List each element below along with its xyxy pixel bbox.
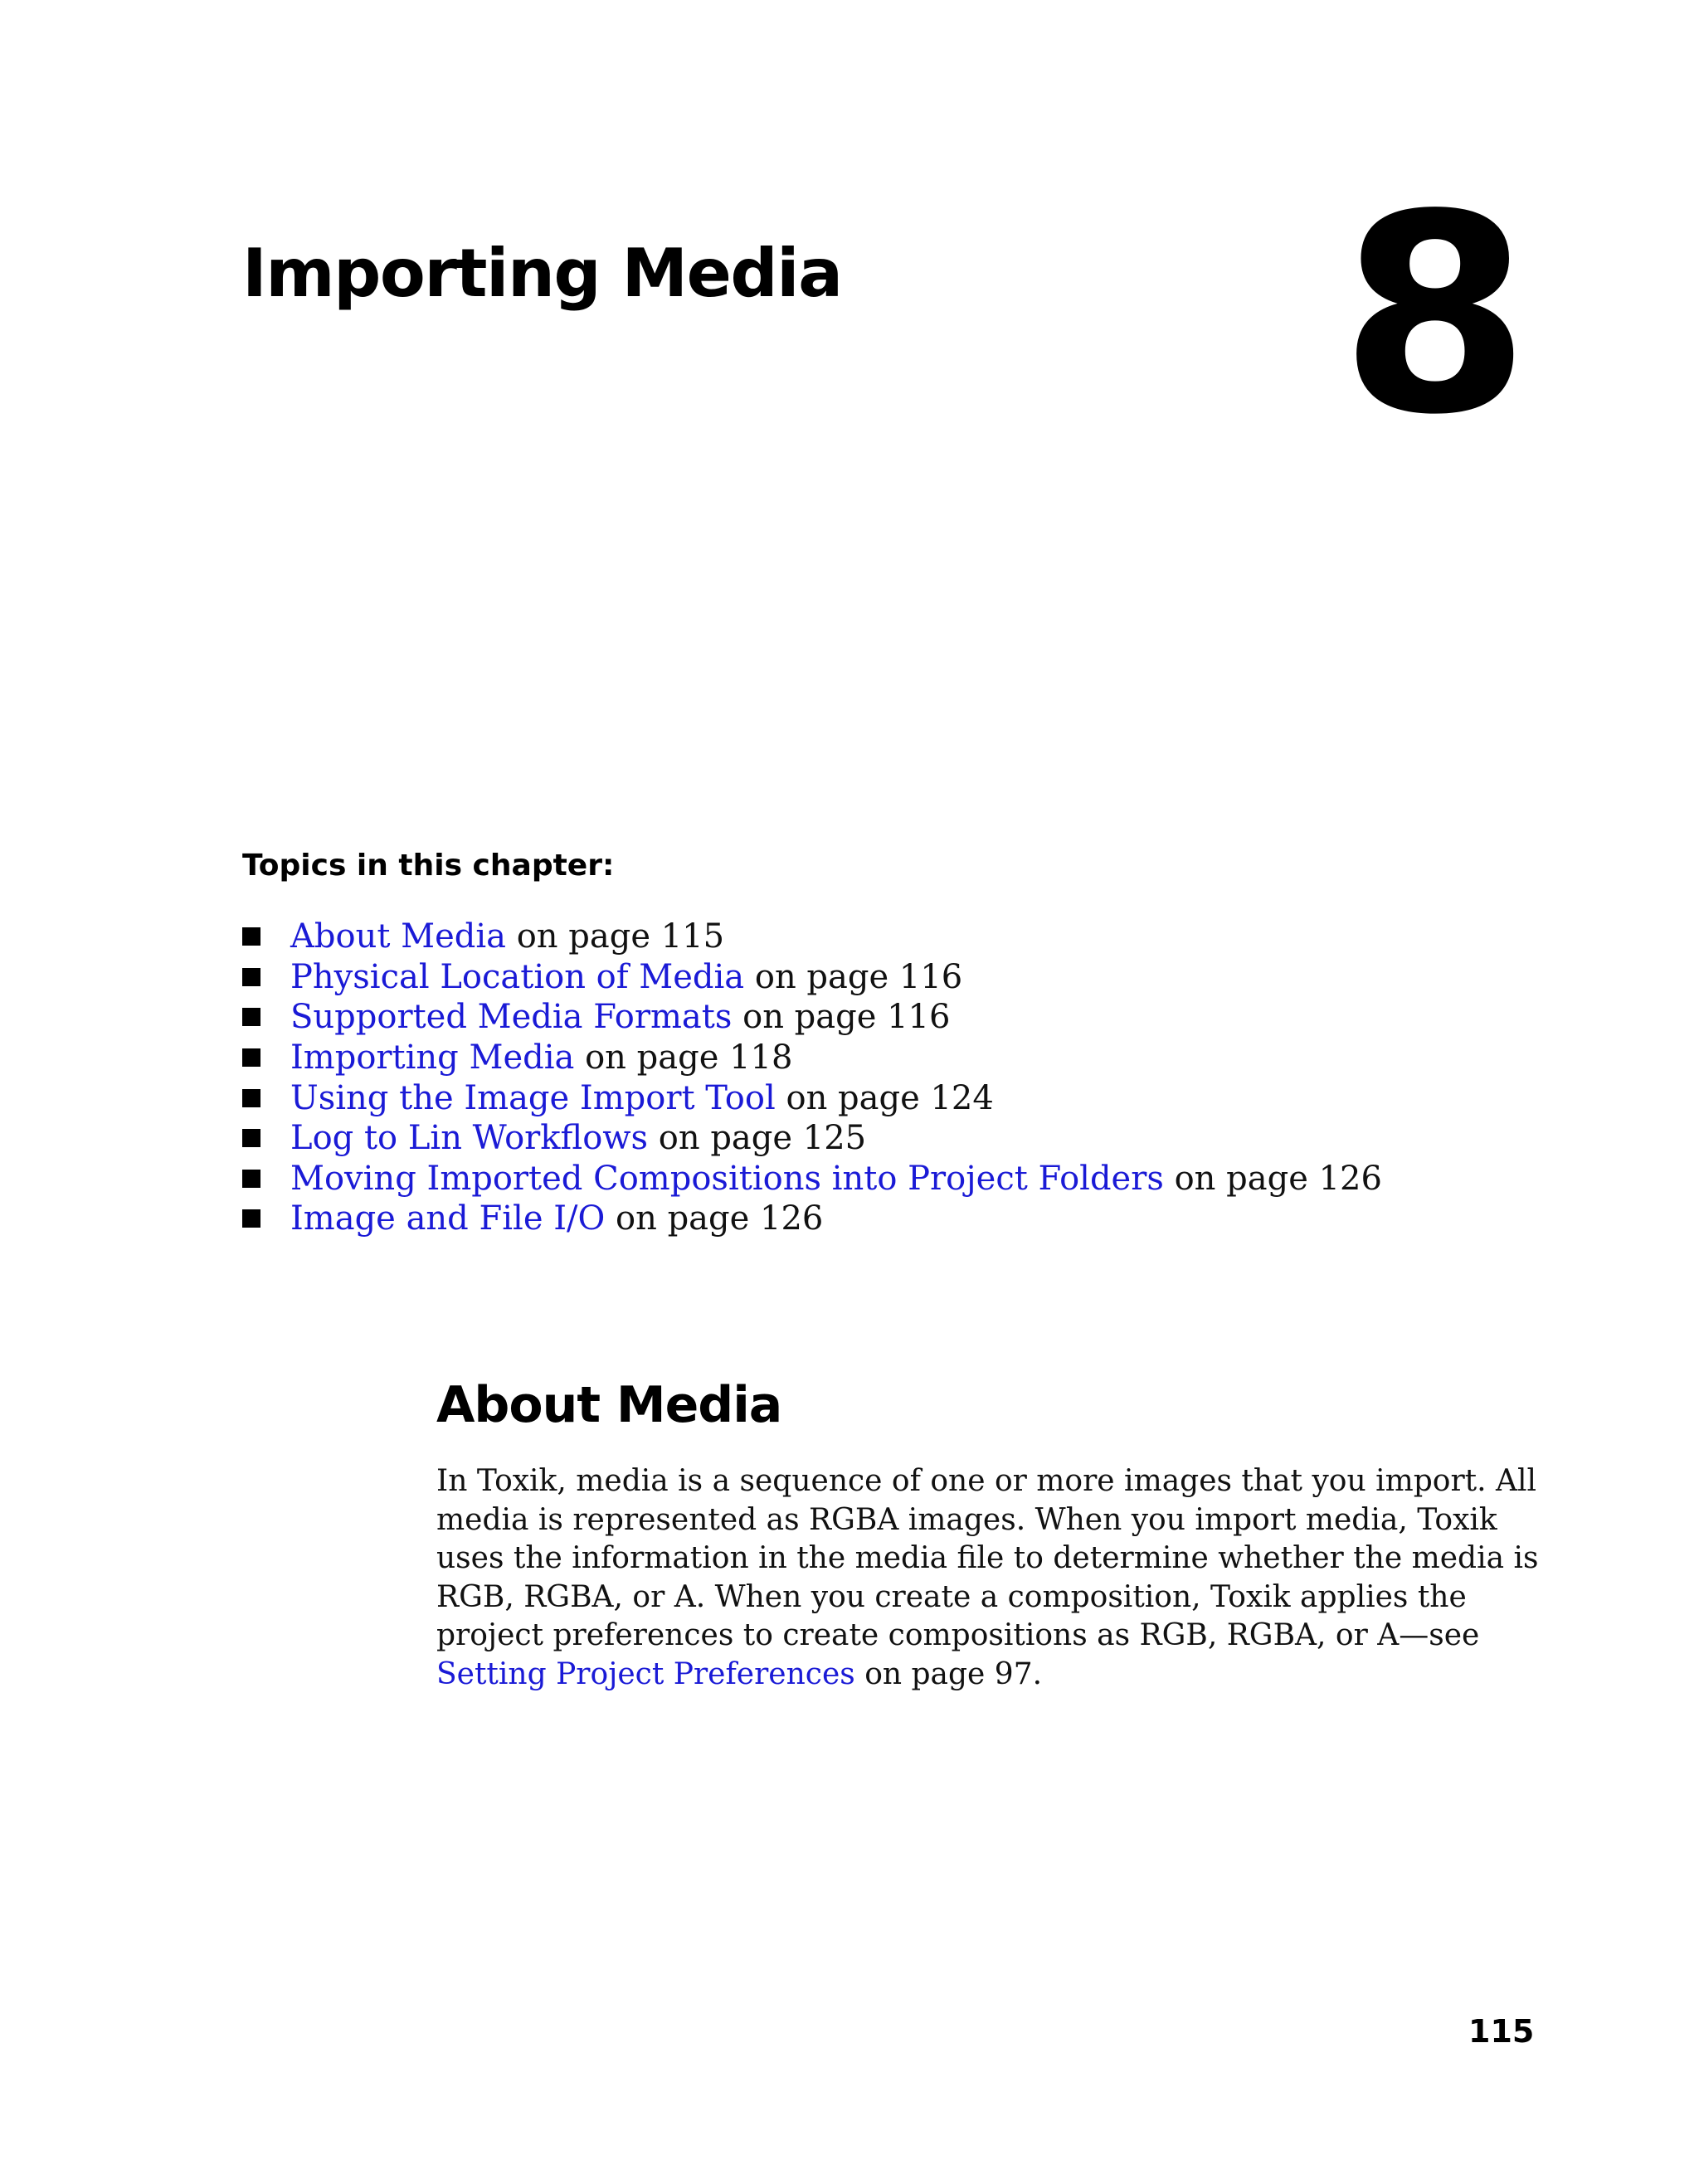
- list-item: [242, 957, 1382, 998]
- square-bullet-icon: [242, 1129, 260, 1147]
- square-bullet-icon: [242, 1209, 260, 1228]
- topic-page-ref: on page 126: [605, 1199, 824, 1238]
- list-item: [242, 1199, 1382, 1239]
- body-text-start: In Toxik, media is a sequence of one or more images that you import. All media is represented as RGBA images. When you import media, Toxik uses the information in the media file to determine whether the media is RGB, RGBA, or A. When you create a composition, Toxik applies the project preferences to create compositions as RGB, RGBA, or A—see: [436, 1464, 1539, 1652]
- square-bullet-icon: [242, 1170, 260, 1188]
- topic-page-ref: on page 118: [574, 1038, 793, 1077]
- topic-link-about-media[interactable]: About Media: [290, 917, 506, 956]
- section-heading: About Media: [436, 1376, 782, 1434]
- topic-link-physical-location[interactable]: Physical Location of Media: [290, 957, 745, 996]
- topic-link-importing-media[interactable]: Importing Media: [290, 1038, 575, 1077]
- page-number: 115: [1468, 2013, 1535, 2050]
- topic-page-ref: on page 116: [732, 998, 951, 1037]
- square-bullet-icon: [242, 1008, 260, 1026]
- topic-page-ref: on page 124: [775, 1078, 994, 1117]
- topic-list: [242, 917, 1382, 1239]
- square-bullet-icon: [242, 968, 260, 986]
- chapter-title: Importing Media: [242, 235, 842, 312]
- topic-page-ref: on page 115: [506, 917, 725, 956]
- list-item: [242, 917, 1382, 957]
- list-item: [242, 1038, 1382, 1078]
- topic-page-ref: on page 116: [744, 957, 963, 996]
- section-body: [436, 1462, 1544, 1694]
- chapter-number: 8: [1340, 156, 1531, 474]
- topic-link-supported-formats[interactable]: Supported Media Formats: [290, 998, 733, 1037]
- square-bullet-icon: [242, 1089, 260, 1107]
- list-item: [242, 1118, 1382, 1159]
- topics-heading: Topics in this chapter:: [242, 849, 615, 883]
- body-text-end: on page 97.: [854, 1656, 1043, 1691]
- topic-link-image-file-io[interactable]: Image and File I/O: [290, 1199, 606, 1238]
- topic-link-moving-compositions[interactable]: Moving Imported Compositions into Project Folders: [290, 1159, 1164, 1198]
- topic-link-image-import-tool[interactable]: Using the Image Import Tool: [290, 1078, 776, 1117]
- list-item: [242, 997, 1382, 1038]
- xref-link-project-preferences[interactable]: Setting Project Preferences: [436, 1656, 855, 1691]
- square-bullet-icon: [242, 927, 260, 946]
- list-item: [242, 1159, 1382, 1199]
- topic-link-log-to-lin[interactable]: Log to Lin Workflows: [290, 1119, 649, 1158]
- topic-page-ref: on page 126: [1163, 1159, 1382, 1198]
- list-item: [242, 1077, 1382, 1118]
- topic-page-ref: on page 125: [648, 1119, 867, 1158]
- square-bullet-icon: [242, 1048, 260, 1067]
